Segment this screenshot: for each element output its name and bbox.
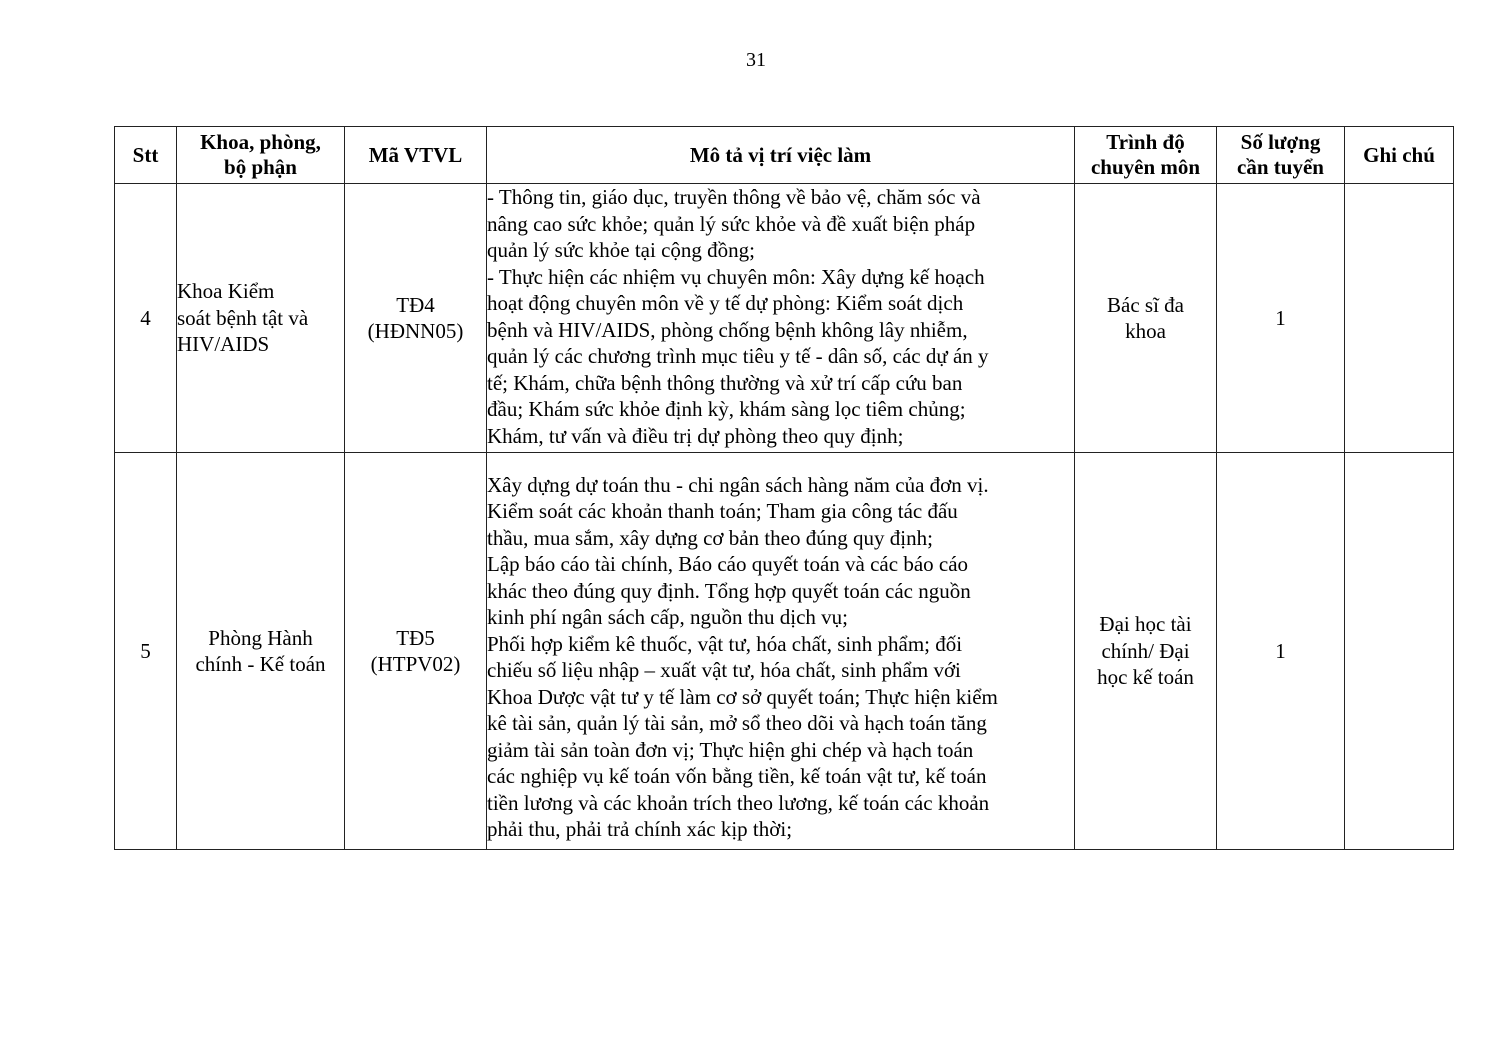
cell-qualification bbox=[1075, 453, 1217, 850]
header-description: Mô tả vị trí việc làm bbox=[487, 127, 1075, 184]
cell-code bbox=[345, 184, 487, 453]
table-row bbox=[115, 184, 1454, 453]
header-qualification-line: Trình độ bbox=[1106, 130, 1185, 154]
department-line: Phòng Hành bbox=[208, 625, 313, 650]
header-department-line: bộ phận bbox=[224, 155, 297, 179]
cell-quantity: 1 bbox=[1217, 184, 1345, 453]
qualification-line: Bác sĩ đa bbox=[1107, 292, 1184, 317]
cell-qualification bbox=[1075, 184, 1217, 453]
header-qualification bbox=[1075, 127, 1217, 184]
description-line: giảm tài sản toàn đơn vị; Thực hiện ghi chép và hạch toán bbox=[487, 737, 974, 762]
cell-note bbox=[1345, 184, 1454, 453]
qualification-line: Đại học tài bbox=[1099, 612, 1192, 637]
header-stt: Stt bbox=[115, 127, 177, 184]
description-text bbox=[487, 472, 1074, 843]
description-line: chiếu số liệu nhập – xuất vật tư, hóa chất, sinh phẩm với bbox=[487, 658, 961, 682]
code-line: (HĐNN05) bbox=[367, 319, 464, 343]
header-quantity-line: Số lượng bbox=[1240, 130, 1321, 154]
header-quantity-line: cần tuyển bbox=[1237, 155, 1324, 179]
description-line: thầu, mua sắm, xây dựng cơ bản theo đúng quy định; bbox=[487, 525, 933, 550]
description-line: kê tài sản, quản lý tài sản, mở sổ theo dõi và hạch toán tăng bbox=[487, 711, 987, 735]
cell-stt: 5 bbox=[115, 453, 177, 850]
header-note: Ghi chú bbox=[1345, 127, 1454, 184]
description-line: khác theo đúng quy định. Tổng hợp quyết toán các nguồn bbox=[487, 578, 971, 603]
header-department-line: Khoa, phòng, bbox=[200, 130, 321, 154]
description-line: Phối hợp kiểm kê thuốc, vật tư, hóa chất, sinh phẩm; đối bbox=[487, 631, 963, 656]
cell-description bbox=[487, 453, 1075, 850]
header-qualification-line: chuyên môn bbox=[1090, 155, 1201, 179]
description-line: quản lý các chương trình mục tiêu y tế - dân số, các dự án y bbox=[487, 344, 989, 368]
description-line: Kiểm soát các khoản thanh toán; Tham gia công tác đấu bbox=[487, 499, 958, 523]
description-line: phải thu, phải trả chính xác kịp thời; bbox=[487, 817, 793, 841]
description-line: bệnh và HIV/AIDS, phòng chống bệnh không lây nhiễm, bbox=[487, 317, 968, 342]
description-line: - Thực hiện các nhiệm vụ chuyên môn: Xây dựng kế hoạch bbox=[487, 264, 985, 289]
cell-department bbox=[177, 184, 345, 453]
department-line: soát bệnh tật và bbox=[177, 305, 309, 330]
description-line: hoạt động chuyên môn về y tế dự phòng: Kiểm soát dịch bbox=[487, 291, 964, 315]
description-line: tế; Khám, chữa bệnh thông thường và xử trí cấp cứu ban bbox=[487, 370, 963, 395]
department-line: chính - Kế toán bbox=[195, 652, 326, 676]
job-position-table bbox=[114, 126, 1454, 850]
description-line: Xây dựng dự toán thu - chi ngân sách hàng năm của đơn vị. bbox=[487, 472, 989, 497]
cell-quantity: 1 bbox=[1217, 453, 1345, 850]
description-line: đầu; Khám sức khỏe định kỳ, khám sàng lọc tiêm chủng; bbox=[487, 397, 966, 421]
description-line: - Thông tin, giáo dục, truyền thông về bảo vệ, chăm sóc và bbox=[487, 185, 981, 209]
description-line: quản lý sức khỏe tại cộng đồng; bbox=[487, 238, 755, 262]
description-line: kinh phí ngân sách cấp, nguồn thu dịch vụ; bbox=[487, 605, 849, 629]
code-line: (HTPV02) bbox=[370, 652, 461, 676]
code-line: TĐ4 bbox=[396, 292, 435, 317]
page-number: 31 bbox=[746, 49, 766, 71]
description-line: tiền lương và các khoản trích theo lương, kế toán các khoản bbox=[487, 790, 990, 815]
cell-description bbox=[487, 184, 1075, 453]
cell-code bbox=[345, 453, 487, 850]
header-department bbox=[177, 127, 345, 184]
qualification-line: khoa bbox=[1125, 319, 1166, 343]
code-line: TĐ5 bbox=[396, 625, 435, 650]
description-line: Khám, tư vấn và điều trị dự phòng theo quy định; bbox=[487, 423, 904, 448]
description-line: các nghiệp vụ kế toán vốn bằng tiền, kế toán vật tư, kế toán bbox=[487, 764, 987, 788]
qualification-line: chính/ Đại bbox=[1101, 638, 1190, 663]
cell-department bbox=[177, 453, 345, 850]
description-text bbox=[487, 184, 1074, 449]
header-code: Mã VTVL bbox=[345, 127, 487, 184]
table-header-row bbox=[115, 127, 1454, 184]
cell-note bbox=[1345, 453, 1454, 850]
description-line: Lập báo cáo tài chính, Báo cáo quyết toán và các báo cáo bbox=[487, 552, 969, 576]
department-line: HIV/AIDS bbox=[177, 332, 270, 357]
description-line: Khoa Dược vật tư y tế làm cơ sở quyết toán; Thực hiện kiểm bbox=[487, 684, 998, 709]
cell-stt: 4 bbox=[115, 184, 177, 453]
description-line: nâng cao sức khỏe; quản lý sức khỏe và đề xuất biện pháp bbox=[487, 211, 976, 236]
header-quantity bbox=[1217, 127, 1345, 184]
qualification-line: học kế toán bbox=[1097, 665, 1194, 690]
department-line: Khoa Kiểm bbox=[177, 279, 275, 304]
table-row bbox=[115, 453, 1454, 850]
